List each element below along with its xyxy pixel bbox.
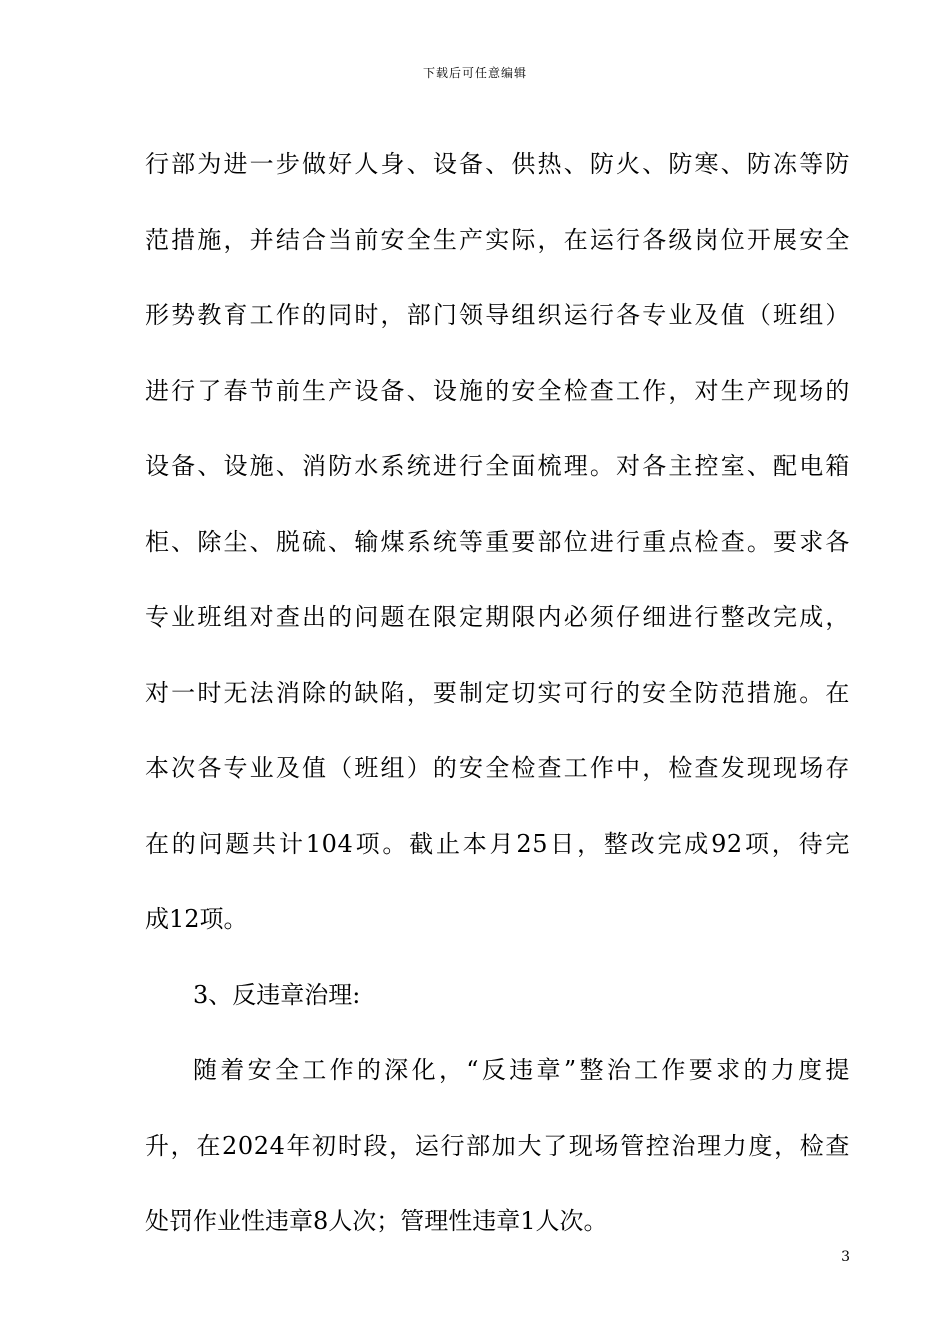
paragraph-line: 成12项。 [145, 905, 248, 933]
paragraph-line: 柜、除尘、脱硫、输煤系统等重要部位进行重点检查。要求各 [145, 527, 850, 556]
paragraph-line: 随着安全工作的深化，“反违章”整治工作要求的力度提 [193, 1056, 850, 1084]
paragraph-line: 设备、设施、消防水系统进行全面梳理。对各主控室、配电箱 [145, 452, 850, 480]
paragraph-line: 本次各专业及值（班组）的安全检查工作中，检查发现现场存 [145, 754, 850, 782]
paragraph-line: 对一时无法消除的缺陷，要制定切实可行的安全防范措施。在 [145, 678, 850, 707]
paragraph-line: 形势教育工作的同时，部门领导组织运行各专业及值（班组） [145, 301, 850, 329]
page-number: 3 [841, 1249, 850, 1265]
paragraph-line: 进行了春节前生产设备、设施的安全检查工作，对生产现场的 [145, 376, 850, 405]
paragraph-line: 专业班组对查出的问题在限定期限内必须仔细进行整改完成， [145, 603, 850, 631]
paragraph-line: 范措施，并结合当前安全生产实际，在运行各级岗位开展安全 [145, 225, 850, 254]
paragraph-line: 升，在2024年初时段，运行部加大了现场管控治理力度，检查 [145, 1131, 850, 1160]
paragraph-line: 在的问题共计104项。截止本月25日，整改完成92项，待完 [145, 829, 850, 858]
page-header: 下载后可任意编辑 [422, 66, 527, 80]
section-heading: 3、反违章治理: [193, 980, 361, 1009]
paragraph-line: 行部为进一步做好人身、设备、供热、防火、防寒、防冻等防 [145, 150, 850, 178]
paragraph-line: 处罚作业性违章8人次；管理性违章1人次。 [145, 1207, 608, 1235]
document-body [145, 127, 850, 1260]
